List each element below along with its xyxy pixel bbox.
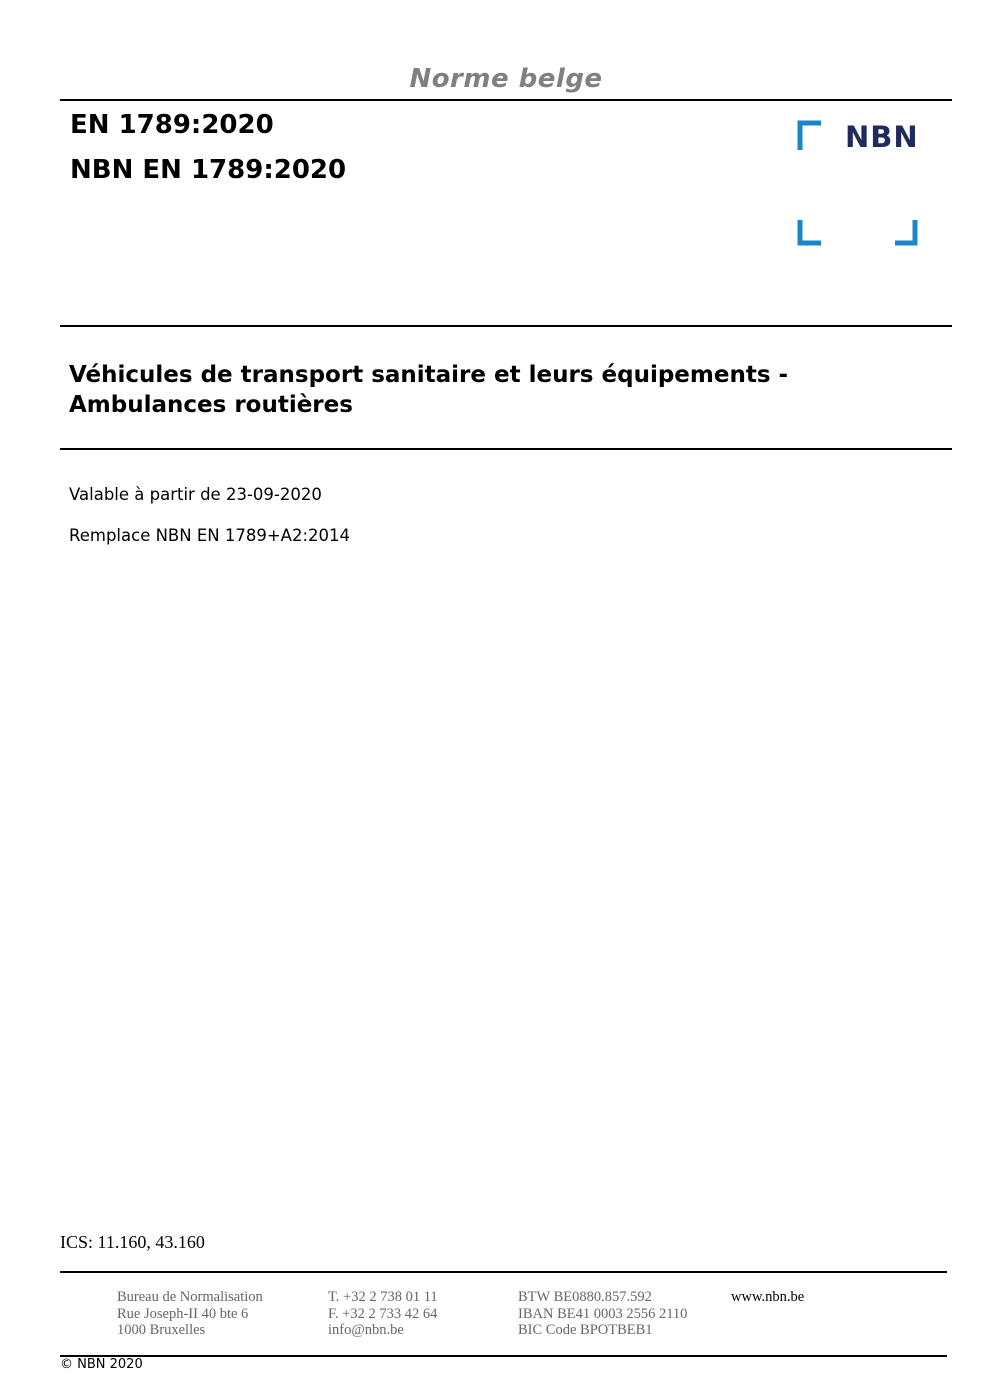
validity-date: Valable à partir de 23-09-2020	[69, 485, 322, 504]
footer-phone: T. +32 2 738 01 11	[328, 1289, 438, 1305]
footer-bottom-rule	[60, 1355, 947, 1357]
replaces-standard: Remplace NBN EN 1789+A2:2014	[69, 526, 350, 545]
footer-address-line: Bureau de Normalisation	[117, 1289, 263, 1305]
footer-top-rule	[60, 1271, 947, 1273]
logo-corner-bottom-left	[800, 220, 821, 243]
header-label: Norme belge	[409, 64, 603, 94]
logo-corner-bottom-right	[895, 220, 915, 243]
copyright: © NBN 2020	[60, 1357, 143, 1372]
footer-contact	[328, 1289, 438, 1339]
nbn-standard-number: NBN EN 1789:2020	[70, 155, 347, 185]
ics-codes: ICS: 11.160, 43.160	[60, 1232, 205, 1252]
footer-address	[117, 1289, 263, 1339]
footer-address-line: 1000 Bruxelles	[117, 1322, 206, 1338]
logo-text: NBN	[845, 120, 919, 154]
title-top-rule	[60, 325, 952, 327]
footer-fax: F. +32 2 733 42 64	[328, 1305, 438, 1322]
en-standard-number: EN 1789:2020	[70, 110, 274, 140]
footer-website[interactable]: www.nbn.be	[731, 1289, 805, 1305]
footer-address-line: Rue Joseph-II 40 bte 6	[117, 1305, 249, 1322]
footer-vat: BTW BE0880.857.592	[518, 1289, 652, 1305]
title-line-2: Ambulances routières	[69, 392, 353, 418]
footer-email[interactable]: info@nbn.be	[328, 1322, 404, 1338]
footer-bic: BIC Code BPOTBEB1	[518, 1322, 653, 1338]
logo-corner-top-left	[800, 123, 821, 150]
header-rule	[60, 99, 952, 101]
footer-iban: IBAN BE41 0003 2556 2110	[518, 1305, 688, 1322]
footer-bank	[518, 1289, 687, 1339]
title-line-1: Véhicules de transport sanitaire et leurs équipements -	[69, 362, 789, 388]
nbn-logo	[797, 120, 921, 246]
title-bottom-rule	[60, 448, 952, 450]
